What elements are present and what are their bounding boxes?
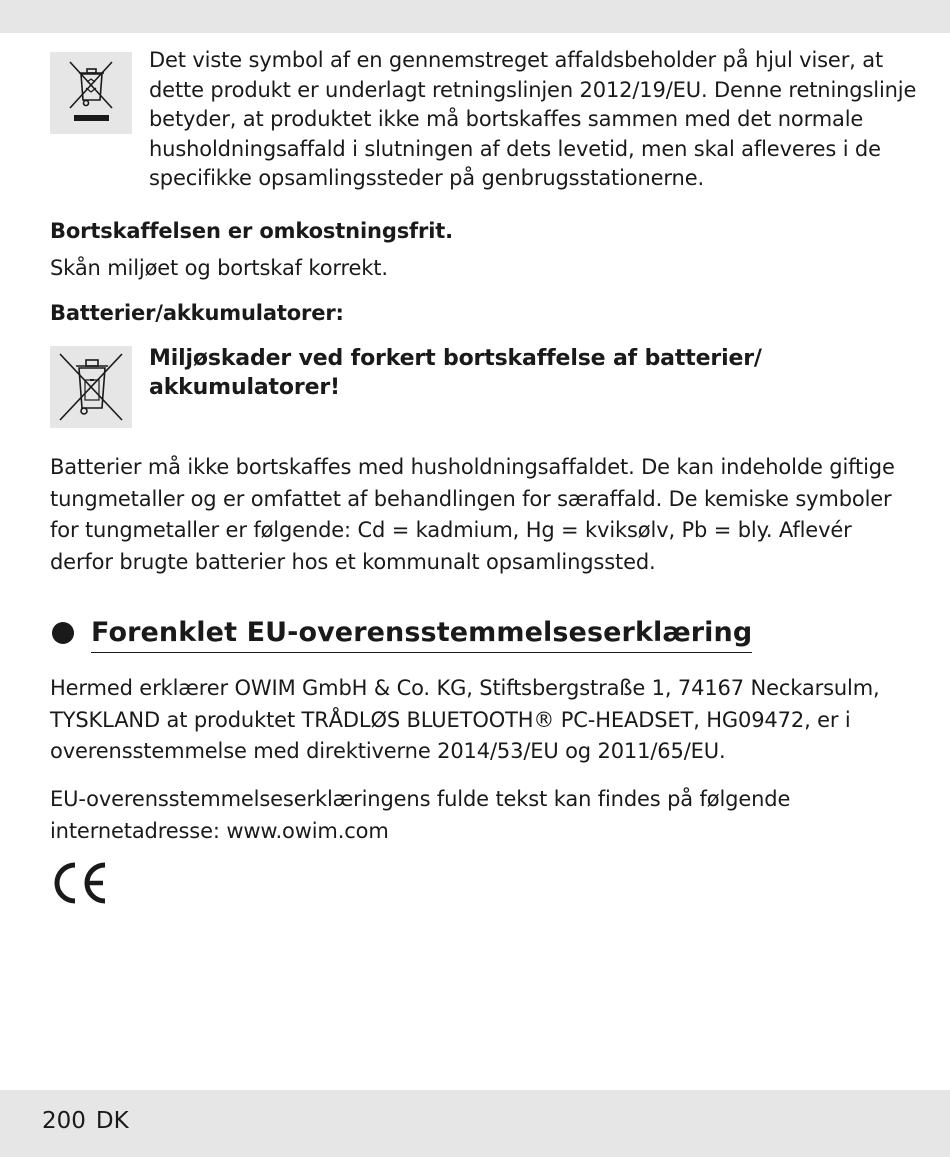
language-code: DK [95,1108,129,1134]
top-band [0,0,950,33]
full-text-paragraph: EU-overensstemmelseserklæringens fulde tekst kan findes på følgende internetadresse: www.owim.com [50,787,791,843]
battery-bin-icon [50,346,132,428]
section-title: Forenklet EU-overensstemmelseserklæring [91,614,752,653]
page-number: 200 [42,1108,86,1134]
disposal-free-heading: Bortskaffelsen er omkostningsfrit. [50,219,454,243]
page-footer [42,1108,139,1134]
bottom-band [0,1090,950,1157]
weee-paragraph: Det viste symbol af en gennemstreget affaldsbeholder på hjul viser, at dette produkt er underlagt retningslinjen 2012/19/EU. Denne retningslinje betyder, at produktet ikke må bortskaffes sammen med det normale husholdningsaffald i slutningen af dets levetid, men skal afleveres i de specifikke opsamlingssteder på genbrugsstationerne. [149,48,917,190]
declaration-paragraph: Hermed erklærer OWIM GmbH & Co. KG, Stiftsbergstraße 1, 74167 Neckarsulm, TYSKLAND at produktet TRÅDLØS BLUETOOTH® PC-HEADSET, HG09472, er i overensstemmelse med direktiverne 2014/53/EU og 2011/65/EU. [50,676,880,763]
batteries-paragraph: Batterier må ikke bortskaffes med husholdningsaffaldet. De kan indeholde giftige tungmetaller og er omfattet af behandlingen for særaffald. De kemiske symboler for tungmetaller er følgende: Cd = kadmium, Hg = kviksølv, Pb = bly. Aflevér derfor brugte batterier hos et kommunalt opsamlingssted. [50,455,895,574]
ce-mark-icon [50,860,110,910]
weee-bin-icon [50,52,132,134]
batteries-warning: Miljøskader ved forkert bortskaffelse af batterier/ akkumulatorer! [149,346,762,400]
section-bullet [52,622,74,644]
batteries-heading: Batterier/akkumulatorer: [50,301,344,325]
environment-note: Skån miljøet og bortskaf korrekt. [50,256,388,280]
